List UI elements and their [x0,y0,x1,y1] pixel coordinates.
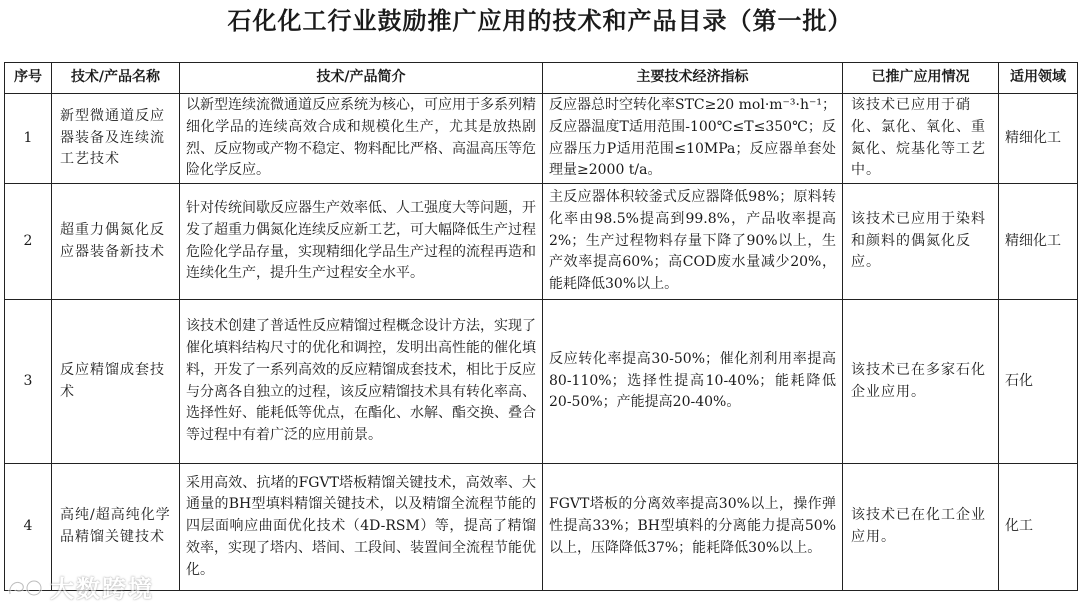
table-row [5,184,1078,300]
cell-application: 该技术已在多家石化企业应用。 [843,300,999,464]
header-field: 适用领域 [999,63,1078,94]
header-application: 已推广应用情况 [843,63,999,94]
cell-description: 该技术创建了普适性反应精馏过程概念设计方法，实现了催化填料结构尺寸的优化和调控，发明出高性能的催化填料，开发了一系列高效的反应精馏成套技术，相比于反应与分离各自独立的过程，该反应精馏技术具有转化率高、选择性好、能耗低等优点，在酯化、水解、酯交换、叠合等过程中有着广泛的应用前景。 [180,300,543,464]
cell-name: 反应精馏成套技术 [52,300,180,464]
cell-field: 精细化工 [999,184,1078,300]
catalog-table [4,62,1078,591]
cell-no: 2 [5,184,52,300]
cell-name: 高纯/超高纯化学品精馏关键技术 [52,464,180,591]
cell-no: 4 [5,464,52,591]
header-indicators: 主要技术经济指标 [543,63,843,94]
cell-description: 以新型连续流微通道反应系统为核心，可应用于多系列精细化学品的连续高效合成和规模化生产，尤其是放热剧烈、反应物或产物不稳定、物料配比严格、高温高压等危险化学反应。 [180,94,543,184]
cell-indicators: 主反应器体积较釜式反应器降低98%；原料转化率由98.5%提高到99.8%，产品收率提高2%；生产过程物料存量下降了90%以上，生产效率提高60%；高COD废水量减少20%，能耗降低30%以上。 [543,184,843,300]
header-no: 序号 [5,63,52,94]
table-row [5,464,1078,591]
cell-field: 化工 [999,464,1078,591]
cell-indicators: 反应器总时空转化率STC≥20 mol·m⁻³·h⁻¹；反应器温度T适用范围-100℃≤T≤350℃；反应器压力P适用范围≤10MPa；反应器单套处理量≥2000 t/a。 [543,94,843,184]
cell-name: 超重力偶氮化反应器装备新技术 [52,184,180,300]
cell-no: 1 [5,94,52,184]
cell-description: 针对传统间歇反应器生产效率低、人工强度大等问题，开发了超重力偶氮化连续反应新工艺，可大幅降低生产过程危险化学品存量，实现精细化学品生产过程的流程再造和连续化生产，提升生产过程安全水平。 [180,184,543,300]
watermark-text: 大数跨境 [50,575,154,603]
brand-logo-icon [6,576,46,598]
watermark [6,569,154,604]
table-header-row [5,63,1078,94]
cell-no: 3 [5,300,52,464]
header-name: 技术/产品名称 [52,63,180,94]
cell-indicators: FGVT塔板的分离效率提高30%以上，操作弹性提高33%；BH型填料的分离能力提高50%以上，压降降低37%；能耗降低30%以上。 [543,464,843,591]
cell-field: 精细化工 [999,94,1078,184]
cell-application: 该技术已在化工企业应用。 [843,464,999,591]
cell-application: 该技术已应用于染料和颜料的偶氮化反应。 [843,184,999,300]
table-row [5,94,1078,184]
cell-indicators: 反应转化率提高30-50%；催化剂利用率提高80-110%；选择性提高10-40%；能耗降低20-50%；产能提高20-40%。 [543,300,843,464]
document-title: 石化化工行业鼓励推广应用的技术和产品目录（第一批） [227,7,853,35]
cell-field: 石化 [999,300,1078,464]
cell-name: 新型微通道反应器装备及连续流工艺技术 [52,94,180,184]
cell-application: 该技术已应用于硝化、氯化、氧化、重氮化、烷基化等工艺中。 [843,94,999,184]
cell-description: 采用高效、抗堵的FGVT塔板精馏关键技术，高效率、大通量的BH型填料精馏关键技术，以及精馏全流程节能的四层面响应曲面优化技术（4D-RSM）等，提高了精馏效率，实现了塔内、塔间、工段间、装置间全流程节能优化。 [180,464,543,591]
header-description: 技术/产品简介 [180,63,543,94]
table-row [5,300,1078,464]
